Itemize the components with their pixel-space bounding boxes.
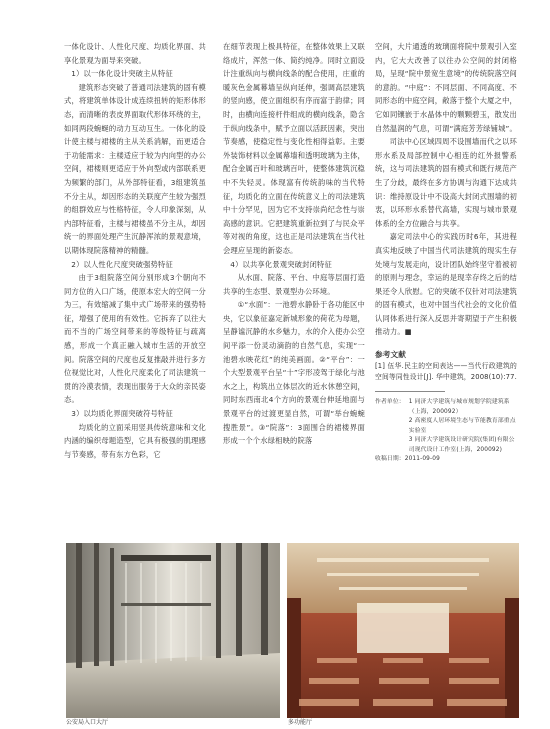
references-title: 参考文献	[375, 350, 406, 360]
author-info	[375, 398, 517, 465]
paragraph: ①“水面”：一池碧水静卧于各功能区中央，它以象征嘉定新城形象的荷花为母题，呈静谧沉静的水乡魅力，水的介入使办公空间平添一份灵动滴韵的自然气息，实现“一池碧水映花红”的纯美画面。②“平台”：一个大型景观平台呈“十”字形凌驾于绿化与池水之上，构筑出立体层次的近水休憩空间，同时东西南北4个方向的景观台伸延地面与景观平台的过渡更显自然，可谓“举台蜿蜿搜胜景”。③“院落”：3面围合的裙楼界面形成一个个水绿相映的院落	[223, 300, 365, 446]
section-heading: 3）以均质化界面突破符号特征	[71, 409, 173, 419]
paragraph: 建筑形态突破了普通司法建筑的固有模式，将建筑单体设计成连续扭转的矩形体形态，而清晰的表皮界面取代形体环绕的主，如同两段蜿蜒的动力互动互生。一体化的设计使主楼与裙楼的主从关系消解，而更适合于功能需求：主楼适应于较为内向型的办公空间，裙楼则更适应于外向型或内部联系更为频繁的部门，从外部特征看，3组建筑虽不分主从，却因形态的关联度产生较为强烈的组群效应与性格特征，令人印象深刻，从内部特征看，主楼与裙楼虽不分主从，却因统一的界面处理产生沉静浑浓的景观意境，以期体现院落精神的精髓。	[64, 82, 206, 255]
text-column-left	[64, 40, 206, 461]
section-heading: 4）以共享化景观突破封闭特征	[230, 259, 332, 269]
paragraph: 司法中心区域四周不设围墙而代之以环形水系及局部控制中心相连的红外报警系统，这与司法建筑的固有模式和既行规范产生了分歧，最终在多方协调与沟通下达成共识：维持原设计中不设高大封闭式围墙的初衷，以环形水系替代高墙，实现与城市景观体系的全方位融合与共享。	[375, 137, 517, 228]
author-label: 作者单位：	[375, 399, 405, 406]
lobby-photo-illustration	[66, 543, 280, 718]
lobby-photo	[66, 543, 280, 718]
hall-photo	[287, 543, 519, 718]
hall-photo-illustration	[287, 543, 519, 718]
section-heading: 2）以人性化尺度突破强势特征	[71, 259, 173, 269]
divider	[375, 391, 445, 392]
author-affiliation: 1 同济大学建筑与城市规划学院建筑系（上海，200092）	[408, 399, 510, 415]
received-date: 收稿日期：2011-09-09	[375, 456, 440, 463]
paragraph: 嘉定司法中心的实践历时6年，其进程真实地反映了中国当代司法建筑的现实生存处境与发展走向，设计团队始终坚守着被初的原则与理念，幸运的是现幸存终之后的结果还令人欣慰。它的突破不仅针对司法建筑的固有模式，也对中国当代社会的文化价值认同体系进行深入反思并寄期望于产生积极推动力。■	[375, 232, 517, 337]
text-column-right	[375, 40, 517, 465]
paragraph: 从水面、院落、平台、中庭等层面打造共享的生态型、景观型办公环境。	[223, 273, 365, 296]
photo-caption-left: 公安局入口大厅	[66, 719, 109, 726]
photo-caption-right: 多功能厅	[288, 719, 313, 726]
reference-item: [1] 伍华.民主的空间表达——当代行政建筑的空间等同性设计[J]. 华中建筑，2008(10):77.	[375, 362, 517, 382]
author-affiliation: 2 高密度人居环境生态与节能教育部重点实验室	[408, 418, 516, 434]
paragraph: 空间，大片通透的玻璃面将院中景观引入室内，它大大改善了以往办公空间的封闭格局，呈现“院中景宽生意境”的传统院落空间的意韵。“中庭”：不同层面、不同高度、不同形态的中庭空间，敞落于整个大厦之中，它如同镶嵌于水晶体中的颗颗碧玉，散发出自然温润的气息，可谓“满庭芳芳绿铺城”。	[375, 42, 517, 133]
paragraph: 均质化的立面采用竖具传统意味和文化内涵的编织母题造型，它具有极强的肌理感与节奏感，带有东方色彩，它	[64, 422, 206, 459]
section-heading: 1）以一体化设计突破主从特征	[71, 69, 173, 79]
references	[375, 349, 517, 383]
paragraph: 在细节表现上极具特征，在整体效果上又联络成片，浑然一体、简约纯净。同时立面设计注重纵向与横向线条的配合使用，庄重的暖灰色金属幕墙呈纵向延伸，强调高层建筑的竖向感，使立面组织有序而富于韵律；同时，由横向连接杆件组成的横向线条，隐含于纵向线条中，赋予立面以活跃因素，突出节奏感，使稳定性与变化性相得益彰。主要外装饰材料以金属幕墙和透明玻璃为主体，配合金属百叶和玻璃百叶，使整体建筑沉稳中不失轻灵。体现富有传统韵味的当代特征，均质化的立面在传统意义上的司法建筑中十分罕见，因为它不支持崇尚纪念性与崇高感的意识。它把建筑重新拉到了与民众平等对视的角度，这也正是司法建筑在当代社会理应呈现的新姿态。	[223, 42, 365, 255]
paragraph: 一体化设计、人性化尺度、均质化界面、共享化景观为面导来突破。	[64, 42, 206, 65]
paragraph: 由于3组院落空间分别形成3个朝向不同方位的入口广场，使原本宏大的空间一分为三，有效缩减了集中式广场带来的强势特征，增强了使用的有效性。它拆弃了以往大而不当的广场空间带来的等级特征与疏离感，形成一个真正融入城市生活的开放空间。院落空间的尺度也反复推敲并进行多方位视觉比对，人性化尺度柔化了司法建筑一贯的冷漠表情，表现出服务于大众的亲民姿态。	[64, 273, 206, 405]
text-column-middle	[223, 40, 365, 448]
author-affiliation: 3 同济大学建筑设计研究院(集团)有限公司现代设计工作室(上海，200092)	[408, 437, 515, 453]
